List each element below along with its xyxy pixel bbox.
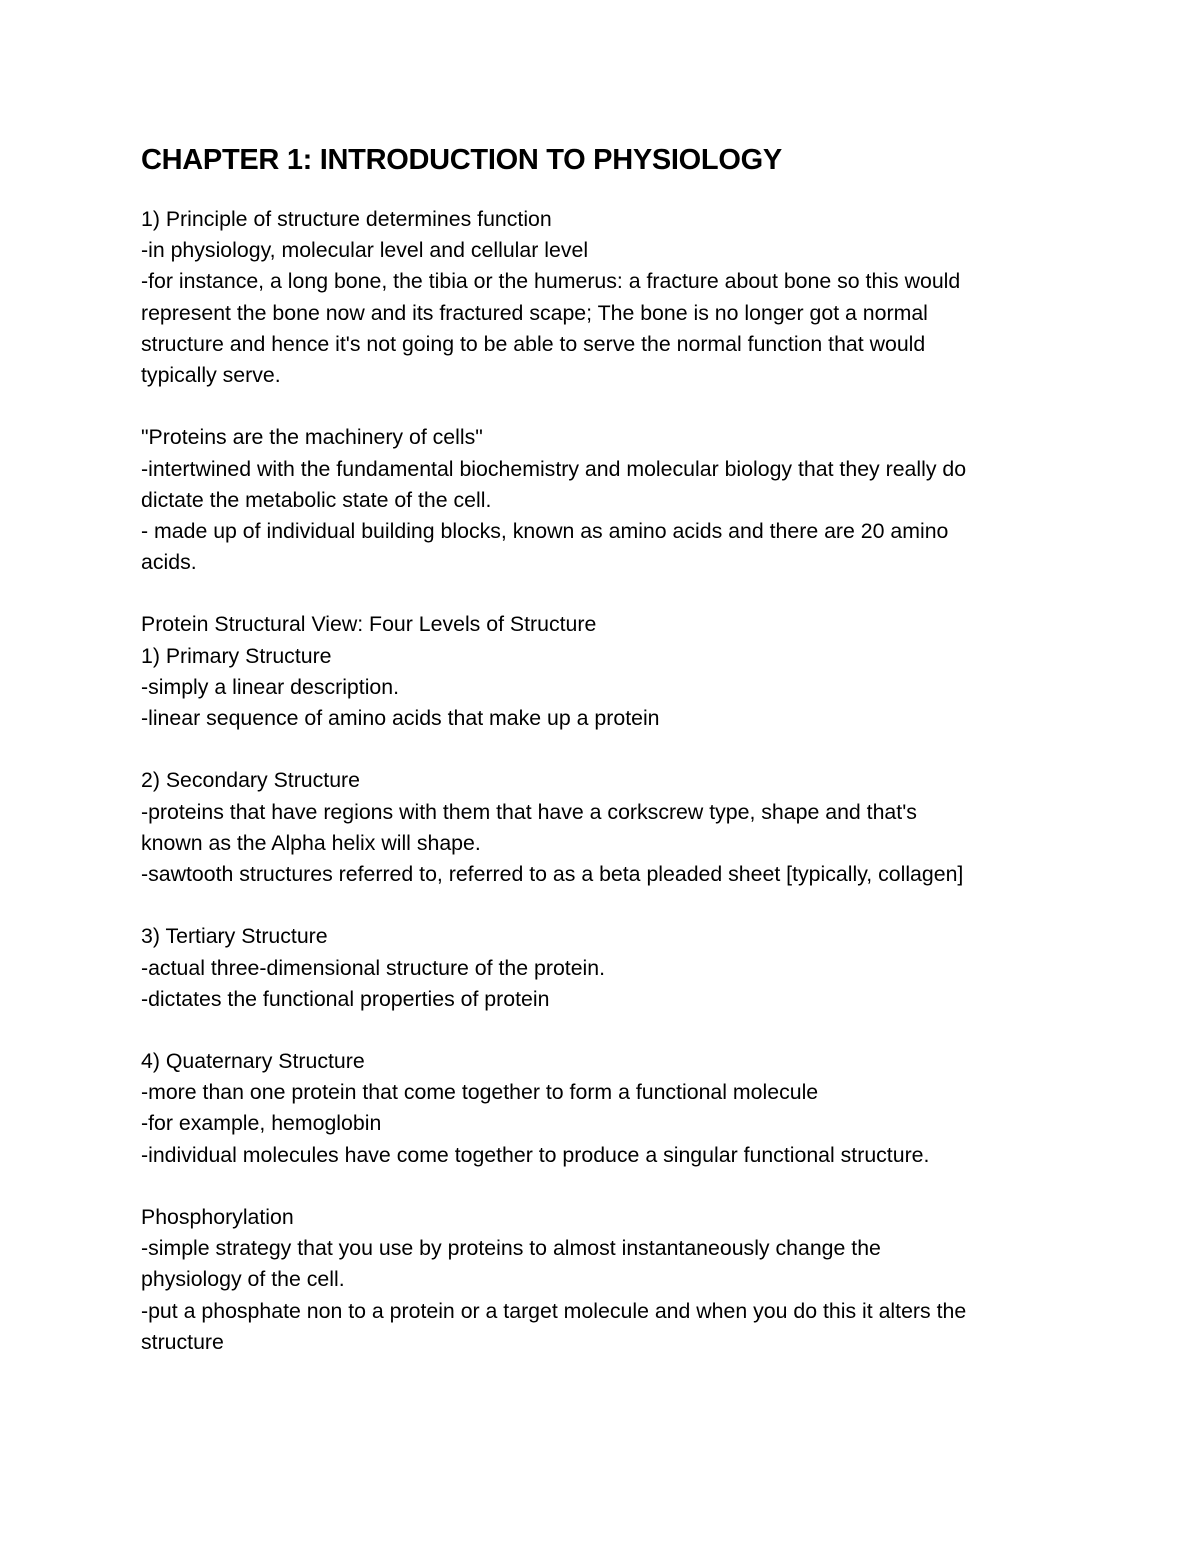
paragraph-spacer [141,1015,1071,1046]
text-line: typically serve. [141,362,281,387]
text-line: -individual molecules have come together to produce a singular functional structure. [141,1142,930,1167]
text-line: -dictates the functional properties of protein [141,986,550,1011]
section-heading: Protein Structural View: Four Levels of Structure [141,612,597,637]
text-line: -put a phosphate non to a protein or a target molecule and when you do this it alters the [141,1298,967,1323]
paragraph-spacer [141,1171,1071,1202]
text-line: "Proteins are the machinery of cells" [141,425,483,450]
text-line: acids. [141,550,197,575]
text-line: represent the bone now and its fractured scape; The bone is no longer got a normal [141,300,928,325]
page-title: CHAPTER 1: INTRODUCTION TO PHYSIOLOGY [141,144,782,176]
paragraph-spacer [141,391,1071,422]
text-line: -intertwined with the fundamental biochemistry and molecular biology that they really do [141,456,967,481]
text-line: -actual three-dimensional structure of the protein. [141,955,606,980]
paragraph-spacer [141,734,1071,765]
section-heading: Phosphorylation [141,1205,294,1229]
text-line: 1) Principle of structure determines function [141,207,552,231]
subsection-heading: 2) Secondary Structure [141,768,360,793]
text-line: -more than one protein that come together to form a functional molecule [141,1080,819,1105]
text-line: -sawtooth structures referred to, referred to as a beta pleaded sheet [typically, collagen] [141,861,964,886]
text-line: structure [141,1329,224,1354]
subsection-heading: 4) Quaternary Structure [141,1049,365,1074]
text-line: -in physiology, molecular level and cellular level [141,238,589,263]
text-line: -simple strategy that you use by proteins to almost instantaneously change the [141,1236,881,1261]
subsection-heading: 1) Primary Structure [141,643,332,668]
subsection-heading: 3) Tertiary Structure [141,924,328,949]
paragraph-spacer [141,890,1071,921]
text-line: dictate the metabolic state of the cell. [141,487,492,512]
text-line: -for example, hemoglobin [141,1111,382,1136]
text-line: -for instance, a long bone, the tibia or the humerus: a fracture about bone so this would [141,269,961,294]
text-line: -linear sequence of amino acids that make up a protein [141,706,660,730]
text-line: structure and hence it's not going to be able to serve the normal function that would [141,331,926,356]
document-body [141,204,1071,1358]
text-line: physiology of the cell. [141,1267,345,1292]
text-line: known as the Alpha helix will shape. [141,830,481,855]
text-line: -simply a linear description. [141,674,400,699]
text-line: - made up of individual building blocks, known as amino acids and there are 20 amino [141,518,949,543]
text-line: -proteins that have regions with them that have a corkscrew type, shape and that's [141,799,917,824]
paragraph-spacer [141,578,1071,609]
